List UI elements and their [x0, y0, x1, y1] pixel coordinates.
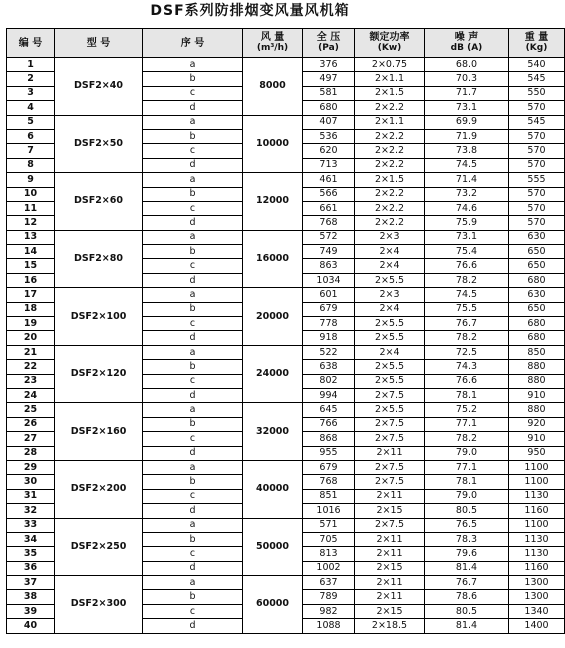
- cell-model: DSF2×120: [55, 345, 143, 403]
- cell-seq: a: [143, 115, 243, 129]
- cell-no: 8: [7, 158, 55, 172]
- cell-no: 15: [7, 259, 55, 273]
- cell-weight: 650: [509, 302, 565, 316]
- cell-no: 9: [7, 173, 55, 187]
- cell-no: 6: [7, 129, 55, 143]
- cell-no: 21: [7, 345, 55, 359]
- header-pressure: [303, 29, 355, 58]
- cell-weight: 1300: [509, 576, 565, 590]
- cell-weight: 910: [509, 388, 565, 402]
- cell-power: 2×11: [355, 446, 425, 460]
- cell-flow: 24000: [243, 345, 303, 403]
- cell-power: 2×4: [355, 245, 425, 259]
- cell-seq: c: [143, 489, 243, 503]
- cell-noise: 73.1: [425, 230, 509, 244]
- cell-power: 2×11: [355, 576, 425, 590]
- cell-weight: 545: [509, 115, 565, 129]
- cell-weight: 1130: [509, 489, 565, 503]
- cell-pressure: 571: [303, 518, 355, 532]
- cell-pressure: 713: [303, 158, 355, 172]
- cell-no: 14: [7, 245, 55, 259]
- table-body: [7, 58, 565, 634]
- cell-pressure: 789: [303, 590, 355, 604]
- header-pressure-unit: (Pa): [318, 43, 339, 53]
- cell-noise: 74.3: [425, 360, 509, 374]
- cell-no: 11: [7, 201, 55, 215]
- table-row: [7, 345, 565, 359]
- cell-power: 2×1.1: [355, 115, 425, 129]
- cell-noise: 76.6: [425, 259, 509, 273]
- cell-power: 2×2.2: [355, 158, 425, 172]
- cell-no: 30: [7, 475, 55, 489]
- header-flow-unit: (m³/h): [256, 43, 289, 53]
- cell-pressure: 461: [303, 173, 355, 187]
- cell-flow: 50000: [243, 518, 303, 576]
- cell-no: 28: [7, 446, 55, 460]
- cell-seq: a: [143, 403, 243, 417]
- page-title: DSF系列防排烟变风量风机箱: [150, 3, 350, 19]
- cell-seq: b: [143, 475, 243, 489]
- cell-noise: 79.0: [425, 489, 509, 503]
- cell-pressure: 581: [303, 86, 355, 100]
- cell-pressure: 1034: [303, 273, 355, 287]
- cell-seq: b: [143, 417, 243, 431]
- cell-no: 33: [7, 518, 55, 532]
- cell-noise: 81.4: [425, 561, 509, 575]
- cell-seq: c: [143, 547, 243, 561]
- cell-power: 2×3: [355, 230, 425, 244]
- cell-weight: 570: [509, 101, 565, 115]
- cell-pressure: 802: [303, 374, 355, 388]
- cell-noise: 76.7: [425, 576, 509, 590]
- cell-seq: d: [143, 273, 243, 287]
- cell-no: 39: [7, 604, 55, 618]
- cell-noise: 71.4: [425, 173, 509, 187]
- cell-weight: 1130: [509, 547, 565, 561]
- cell-flow: 60000: [243, 576, 303, 634]
- header-weight: [509, 29, 565, 58]
- cell-power: 2×1.1: [355, 72, 425, 86]
- cell-seq: b: [143, 590, 243, 604]
- cell-seq: b: [143, 360, 243, 374]
- cell-weight: 680: [509, 331, 565, 345]
- header-weight-unit: (Kg): [525, 43, 548, 53]
- cell-seq: c: [143, 374, 243, 388]
- cell-noise: 75.4: [425, 245, 509, 259]
- cell-power: 2×15: [355, 504, 425, 518]
- cell-seq: a: [143, 58, 243, 72]
- cell-pressure: 522: [303, 345, 355, 359]
- table-row: [7, 576, 565, 590]
- cell-weight: 545: [509, 72, 565, 86]
- cell-pressure: 766: [303, 417, 355, 431]
- cell-model: DSF2×300: [55, 576, 143, 634]
- cell-power: 2×7.5: [355, 417, 425, 431]
- cell-weight: 910: [509, 432, 565, 446]
- cell-no: 27: [7, 432, 55, 446]
- table-row: [7, 518, 565, 532]
- cell-pressure: 1002: [303, 561, 355, 575]
- cell-seq: d: [143, 388, 243, 402]
- cell-weight: 555: [509, 173, 565, 187]
- cell-seq: b: [143, 245, 243, 259]
- cell-seq: a: [143, 230, 243, 244]
- cell-power: 2×4: [355, 259, 425, 273]
- cell-seq: b: [143, 187, 243, 201]
- cell-weight: 680: [509, 317, 565, 331]
- cell-model: DSF2×40: [55, 58, 143, 116]
- cell-noise: 73.2: [425, 187, 509, 201]
- header-noise-label: 噪 声: [454, 32, 479, 43]
- cell-seq: c: [143, 86, 243, 100]
- cell-weight: 950: [509, 446, 565, 460]
- cell-model: DSF2×250: [55, 518, 143, 576]
- cell-weight: 1340: [509, 604, 565, 618]
- cell-pressure: 638: [303, 360, 355, 374]
- header-noise-unit: dB (A): [450, 43, 483, 53]
- cell-power: 2×18.5: [355, 619, 425, 633]
- cell-seq: a: [143, 576, 243, 590]
- cell-seq: a: [143, 345, 243, 359]
- cell-seq: d: [143, 101, 243, 115]
- cell-no: 12: [7, 216, 55, 230]
- cell-seq: c: [143, 317, 243, 331]
- cell-power: 2×11: [355, 590, 425, 604]
- cell-noise: 78.1: [425, 475, 509, 489]
- cell-weight: 1100: [509, 460, 565, 474]
- cell-weight: 880: [509, 360, 565, 374]
- cell-pressure: 566: [303, 187, 355, 201]
- cell-power: 2×4: [355, 345, 425, 359]
- cell-pressure: 1088: [303, 619, 355, 633]
- cell-power: 2×2.2: [355, 187, 425, 201]
- cell-no: 31: [7, 489, 55, 503]
- cell-no: 7: [7, 144, 55, 158]
- cell-seq: b: [143, 129, 243, 143]
- cell-pressure: 982: [303, 604, 355, 618]
- cell-weight: 880: [509, 403, 565, 417]
- cell-no: 24: [7, 388, 55, 402]
- cell-noise: 76.6: [425, 374, 509, 388]
- cell-weight: 570: [509, 129, 565, 143]
- cell-pressure: 768: [303, 475, 355, 489]
- cell-noise: 76.5: [425, 518, 509, 532]
- header-power-unit: (Kw): [377, 43, 402, 53]
- cell-model: DSF2×80: [55, 230, 143, 288]
- cell-flow: 16000: [243, 230, 303, 288]
- cell-power: 2×5.5: [355, 360, 425, 374]
- cell-no: 32: [7, 504, 55, 518]
- table-row: [7, 230, 565, 244]
- cell-no: 35: [7, 547, 55, 561]
- cell-pressure: 661: [303, 201, 355, 215]
- spec-table: [6, 28, 565, 634]
- cell-power: 2×7.5: [355, 475, 425, 489]
- cell-pressure: 705: [303, 532, 355, 546]
- cell-noise: 78.1: [425, 388, 509, 402]
- cell-weight: 1160: [509, 561, 565, 575]
- cell-no: 20: [7, 331, 55, 345]
- header-flow: [243, 29, 303, 58]
- cell-no: 1: [7, 58, 55, 72]
- cell-weight: 630: [509, 230, 565, 244]
- header-seq: 序 号: [143, 29, 243, 58]
- cell-pressure: 813: [303, 547, 355, 561]
- cell-weight: 1100: [509, 518, 565, 532]
- header-no: 编 号: [7, 29, 55, 58]
- cell-noise: 71.9: [425, 129, 509, 143]
- table-row: [7, 460, 565, 474]
- cell-weight: 570: [509, 158, 565, 172]
- cell-pressure: 851: [303, 489, 355, 503]
- cell-flow: 32000: [243, 403, 303, 461]
- cell-weight: 550: [509, 86, 565, 100]
- cell-no: 40: [7, 619, 55, 633]
- table-row: [7, 173, 565, 187]
- cell-weight: 1160: [509, 504, 565, 518]
- cell-weight: 1130: [509, 532, 565, 546]
- cell-power: 2×3: [355, 288, 425, 302]
- cell-seq: c: [143, 201, 243, 215]
- header-noise: [425, 29, 509, 58]
- cell-model: DSF2×200: [55, 460, 143, 518]
- cell-no: 23: [7, 374, 55, 388]
- cell-power: 2×11: [355, 532, 425, 546]
- header-flow-label: 风 量: [260, 32, 285, 43]
- cell-noise: 75.2: [425, 403, 509, 417]
- cell-no: 25: [7, 403, 55, 417]
- cell-no: 34: [7, 532, 55, 546]
- cell-pressure: 680: [303, 101, 355, 115]
- cell-power: 2×15: [355, 561, 425, 575]
- cell-weight: 570: [509, 144, 565, 158]
- cell-seq: c: [143, 144, 243, 158]
- cell-seq: a: [143, 460, 243, 474]
- cell-flow: 20000: [243, 288, 303, 346]
- cell-seq: d: [143, 158, 243, 172]
- cell-pressure: 601: [303, 288, 355, 302]
- cell-no: 19: [7, 317, 55, 331]
- header-power: [355, 29, 425, 58]
- cell-noise: 78.2: [425, 273, 509, 287]
- cell-no: 36: [7, 561, 55, 575]
- cell-model: DSF2×60: [55, 173, 143, 231]
- cell-weight: 880: [509, 374, 565, 388]
- cell-power: 2×2.2: [355, 216, 425, 230]
- cell-no: 18: [7, 302, 55, 316]
- cell-noise: 79.6: [425, 547, 509, 561]
- cell-seq: b: [143, 302, 243, 316]
- cell-noise: 68.0: [425, 58, 509, 72]
- cell-model: DSF2×50: [55, 115, 143, 173]
- cell-weight: 1300: [509, 590, 565, 604]
- cell-seq: d: [143, 504, 243, 518]
- cell-noise: 81.4: [425, 619, 509, 633]
- cell-flow: 8000: [243, 58, 303, 116]
- cell-noise: 74.6: [425, 201, 509, 215]
- table-row: [7, 115, 565, 129]
- cell-noise: 79.0: [425, 446, 509, 460]
- table-row: [7, 403, 565, 417]
- cell-power: 2×5.5: [355, 331, 425, 345]
- cell-seq: d: [143, 216, 243, 230]
- cell-pressure: 778: [303, 317, 355, 331]
- cell-pressure: 645: [303, 403, 355, 417]
- cell-seq: d: [143, 561, 243, 575]
- cell-noise: 78.2: [425, 331, 509, 345]
- table-header-row: [7, 29, 565, 58]
- cell-power: 2×7.5: [355, 460, 425, 474]
- cell-noise: 69.9: [425, 115, 509, 129]
- cell-flow: 10000: [243, 115, 303, 173]
- cell-noise: 76.7: [425, 317, 509, 331]
- cell-seq: b: [143, 72, 243, 86]
- cell-no: 38: [7, 590, 55, 604]
- cell-power: 2×2.2: [355, 101, 425, 115]
- cell-pressure: 768: [303, 216, 355, 230]
- cell-power: 2×2.2: [355, 201, 425, 215]
- cell-pressure: 376: [303, 58, 355, 72]
- cell-seq: c: [143, 432, 243, 446]
- cell-seq: c: [143, 604, 243, 618]
- cell-power: 2×4: [355, 302, 425, 316]
- cell-pressure: 407: [303, 115, 355, 129]
- cell-no: 22: [7, 360, 55, 374]
- cell-noise: 80.5: [425, 504, 509, 518]
- cell-no: 17: [7, 288, 55, 302]
- cell-pressure: 1016: [303, 504, 355, 518]
- cell-pressure: 679: [303, 460, 355, 474]
- header-weight-label: 重 量: [524, 32, 549, 43]
- cell-flow: 40000: [243, 460, 303, 518]
- cell-noise: 77.1: [425, 460, 509, 474]
- cell-noise: 73.8: [425, 144, 509, 158]
- cell-no: 4: [7, 101, 55, 115]
- cell-noise: 72.5: [425, 345, 509, 359]
- cell-power: 2×2.2: [355, 144, 425, 158]
- cell-noise: 80.5: [425, 604, 509, 618]
- cell-pressure: 863: [303, 259, 355, 273]
- cell-no: 3: [7, 86, 55, 100]
- cell-no: 37: [7, 576, 55, 590]
- header-model: 型 号: [55, 29, 143, 58]
- cell-weight: 680: [509, 273, 565, 287]
- cell-power: 2×11: [355, 489, 425, 503]
- cell-pressure: 994: [303, 388, 355, 402]
- cell-power: 2×5.5: [355, 273, 425, 287]
- cell-pressure: 620: [303, 144, 355, 158]
- cell-noise: 70.3: [425, 72, 509, 86]
- cell-pressure: 955: [303, 446, 355, 460]
- cell-noise: 78.2: [425, 432, 509, 446]
- cell-weight: 650: [509, 259, 565, 273]
- cell-no: 13: [7, 230, 55, 244]
- cell-weight: 650: [509, 245, 565, 259]
- cell-pressure: 572: [303, 230, 355, 244]
- cell-power: 2×7.5: [355, 518, 425, 532]
- cell-model: DSF2×160: [55, 403, 143, 461]
- cell-noise: 74.5: [425, 288, 509, 302]
- cell-pressure: 918: [303, 331, 355, 345]
- cell-pressure: 637: [303, 576, 355, 590]
- cell-noise: 78.3: [425, 532, 509, 546]
- cell-seq: c: [143, 259, 243, 273]
- cell-weight: 1400: [509, 619, 565, 633]
- cell-seq: d: [143, 446, 243, 460]
- cell-no: 26: [7, 417, 55, 431]
- cell-weight: 570: [509, 201, 565, 215]
- cell-power: 2×5.5: [355, 374, 425, 388]
- cell-weight: 850: [509, 345, 565, 359]
- cell-flow: 12000: [243, 173, 303, 231]
- cell-no: 29: [7, 460, 55, 474]
- cell-weight: 630: [509, 288, 565, 302]
- cell-noise: 75.5: [425, 302, 509, 316]
- cell-power: 2×7.5: [355, 432, 425, 446]
- cell-power: 2×15: [355, 604, 425, 618]
- cell-no: 2: [7, 72, 55, 86]
- cell-pressure: 497: [303, 72, 355, 86]
- cell-power: 2×2.2: [355, 129, 425, 143]
- table-row: [7, 288, 565, 302]
- cell-seq: a: [143, 173, 243, 187]
- cell-weight: 570: [509, 187, 565, 201]
- cell-power: 2×5.5: [355, 317, 425, 331]
- cell-noise: 78.6: [425, 590, 509, 604]
- cell-pressure: 749: [303, 245, 355, 259]
- cell-noise: 71.7: [425, 86, 509, 100]
- cell-seq: b: [143, 532, 243, 546]
- cell-pressure: 868: [303, 432, 355, 446]
- cell-power: 2×1.5: [355, 86, 425, 100]
- table-row: [7, 58, 565, 72]
- header-power-label: 额定功率: [369, 32, 410, 43]
- header-pressure-label: 全 压: [316, 32, 341, 43]
- cell-weight: 920: [509, 417, 565, 431]
- cell-power: 2×11: [355, 547, 425, 561]
- cell-power: 2×1.5: [355, 173, 425, 187]
- cell-noise: 77.1: [425, 417, 509, 431]
- cell-power: 2×0.75: [355, 58, 425, 72]
- cell-noise: 75.9: [425, 216, 509, 230]
- cell-noise: 73.1: [425, 101, 509, 115]
- cell-no: 5: [7, 115, 55, 129]
- cell-weight: 570: [509, 216, 565, 230]
- cell-power: 2×7.5: [355, 388, 425, 402]
- cell-noise: 74.5: [425, 158, 509, 172]
- cell-seq: a: [143, 518, 243, 532]
- cell-no: 10: [7, 187, 55, 201]
- cell-model: DSF2×100: [55, 288, 143, 346]
- cell-weight: 1100: [509, 475, 565, 489]
- cell-power: 2×5.5: [355, 403, 425, 417]
- cell-pressure: 536: [303, 129, 355, 143]
- cell-weight: 540: [509, 58, 565, 72]
- cell-seq: d: [143, 619, 243, 633]
- cell-seq: d: [143, 331, 243, 345]
- cell-pressure: 679: [303, 302, 355, 316]
- cell-no: 16: [7, 273, 55, 287]
- cell-seq: a: [143, 288, 243, 302]
